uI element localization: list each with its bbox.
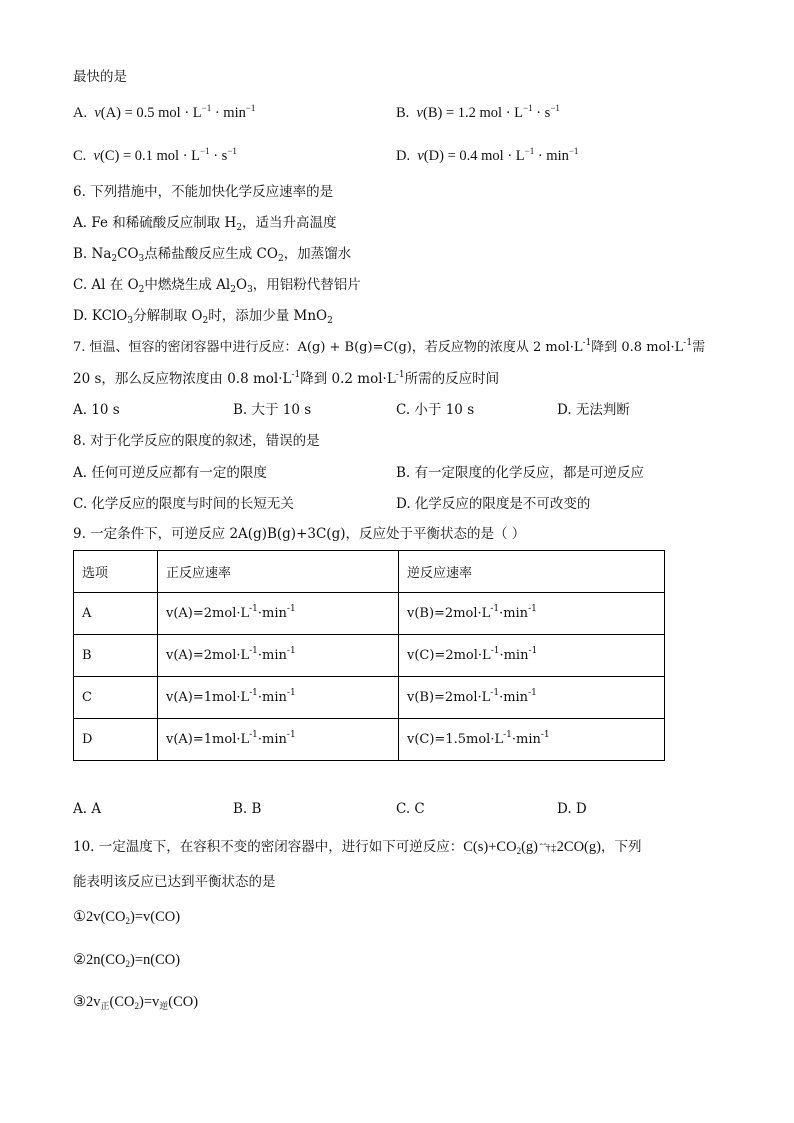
row-forward-rate: $v(A)=2mol\cdot L^{-1}\cdot\min^{-1}$ — [158, 593, 399, 635]
row-forward-rate: $v(A)=2mol\cdot L^{-1}\cdot\min^{-1}$ — [158, 635, 399, 677]
q8-option-b: B. 有一定限度的化学反应，都是可逆反应 — [396, 465, 645, 481]
q10-stem-line1: 10. 一定温度下，在容积不变的密闭容器中，进行如下可逆反应：$C(s)+CO_2(g)$ ˆ ˆ† ‡ 2CO(g)，下列 — [73, 839, 642, 856]
q5-option-a: A. v(A) = 0.5 mol · $L^{-1} \cdot \min^{-1}$ — [73, 103, 256, 121]
q9-choice-c: C. C — [396, 801, 425, 817]
q6-option-a: A. Fe 和稀硫酸反应制取 $H_2$，适当升高温度 — [73, 215, 337, 233]
row-reverse-rate: $v(B)=2mol\cdot L^{-1}\cdot\min^{-1}$ — [399, 677, 665, 719]
q9-rate-table — [73, 550, 665, 761]
q7-stem-line2: 20 s，那么反应物浓度由 0.8 $mol\cdot L^{-1}$降到 0.2 $mol\cdot L^{-1}$所需的反应时间 — [73, 370, 500, 387]
q6-stem: 6. 下列措施中，不能加快化学反应速率的是 — [73, 184, 334, 200]
row-reverse-rate: $v(B)=2mol\cdot L^{-1}\cdot\min^{-1}$ — [399, 593, 665, 635]
q10-item-3: $③2v_正(CO_2)=v_逆(CO)$ — [73, 994, 199, 1011]
row-option: C — [74, 677, 158, 719]
row-option: D — [74, 719, 158, 761]
q5-option-c: C. v(C) = 0.1 mol · $L^{-1} \cdot s^{-1}$ — [73, 146, 237, 164]
table-header-row — [74, 551, 665, 593]
q9-stem: 9. 一定条件下，可逆反应 2A(g)B(g)+3C(g)，反应处于平衡状态的是（ ） — [73, 526, 526, 542]
q10-item-1: $①2v(CO_2)=v(CO)$ — [73, 909, 181, 926]
q8-option-d: D. 化学反应的限度是不可改变的 — [396, 496, 591, 512]
q10-equation: $C(s)+CO_2(g)$ ˆ ˆ† ‡ 2CO(g) — [463, 839, 601, 856]
q7-option-d: D. 无法判断 — [557, 402, 630, 418]
header-forward-rate: 正反应速率 — [158, 551, 399, 593]
q8-option-a: A. 任何可逆反应都有一定的限度 — [73, 465, 267, 481]
q9-choice-b: B. B — [233, 801, 262, 817]
q7-option-b: B. 大于 10 s — [233, 402, 312, 418]
table-row — [74, 677, 665, 719]
row-reverse-rate: $v(C)=1.5mol\cdot L^{-1}\cdot\min^{-1}$ — [399, 719, 665, 761]
row-option: B — [74, 635, 158, 677]
q6-option-b: B. $Na_2CO_3$点稀盐酸反应生成 $CO_2$，加蒸馏水 — [73, 246, 352, 264]
q8-stem: 8. 对于化学反应的限度的叙述，错误的是 — [73, 433, 320, 449]
q9-choice-a: A. A — [73, 801, 102, 817]
q5-option-d: D. v(D) = 0.4 mol · $L^{-1} \cdot \min^{-1}$ — [396, 146, 579, 164]
header-reverse-rate: 逆反应速率 — [399, 551, 665, 593]
equilibrium-arrow-icon: ˆ ˆ† ‡ — [537, 843, 557, 854]
q9-choice-d: D. D — [557, 801, 587, 817]
q6-option-c: C. Al 在 $O_2$中燃烧生成 $Al_2O_3$，用铝粉代替铝片 — [73, 277, 361, 295]
row-reverse-rate: $v(C)=2mol\cdot L^{-1}\cdot\min^{-1}$ — [399, 635, 665, 677]
q8-option-c: C. 化学反应的限度与时间的长短无关 — [73, 496, 294, 512]
table-row — [74, 719, 665, 761]
q10-stem-line2: 能表明该反应已达到平衡状态的是 — [73, 874, 276, 890]
q6-option-d: D. KClO$_3$分解制取 $O_2$时，添加少量 MnO$_2$ — [73, 308, 333, 326]
row-option: A — [74, 593, 158, 635]
table-row — [74, 593, 665, 635]
q10-item-2: $②2n(CO_2)=n(CO)$ — [73, 952, 181, 969]
row-forward-rate: $v(A)=1mol\cdot L^{-1}\cdot\min^{-1}$ — [158, 719, 399, 761]
q5-option-b: B. v(B) = 1.2 mol · $L^{-1} \cdot s^{-1}$ — [396, 103, 560, 121]
q7-option-c: C. 小于 10 s — [396, 402, 475, 418]
q5-stem-tail: 最快的是 — [73, 69, 127, 85]
q7-option-a: A. 10 s — [73, 402, 120, 418]
row-forward-rate: $v(A)=1mol\cdot L^{-1}\cdot\min^{-1}$ — [158, 677, 399, 719]
q7-stem-line1: 7. 恒温、恒容的密闭容器中进行反应：A(g) + B(g)=C(g)，若反应物的浓度从 2 $mol\cdot L^{-1}$降到 0.8 $mol\cdot L^{-1}$需 — [73, 338, 706, 355]
header-option: 选项 — [74, 551, 158, 593]
table-row — [74, 635, 665, 677]
